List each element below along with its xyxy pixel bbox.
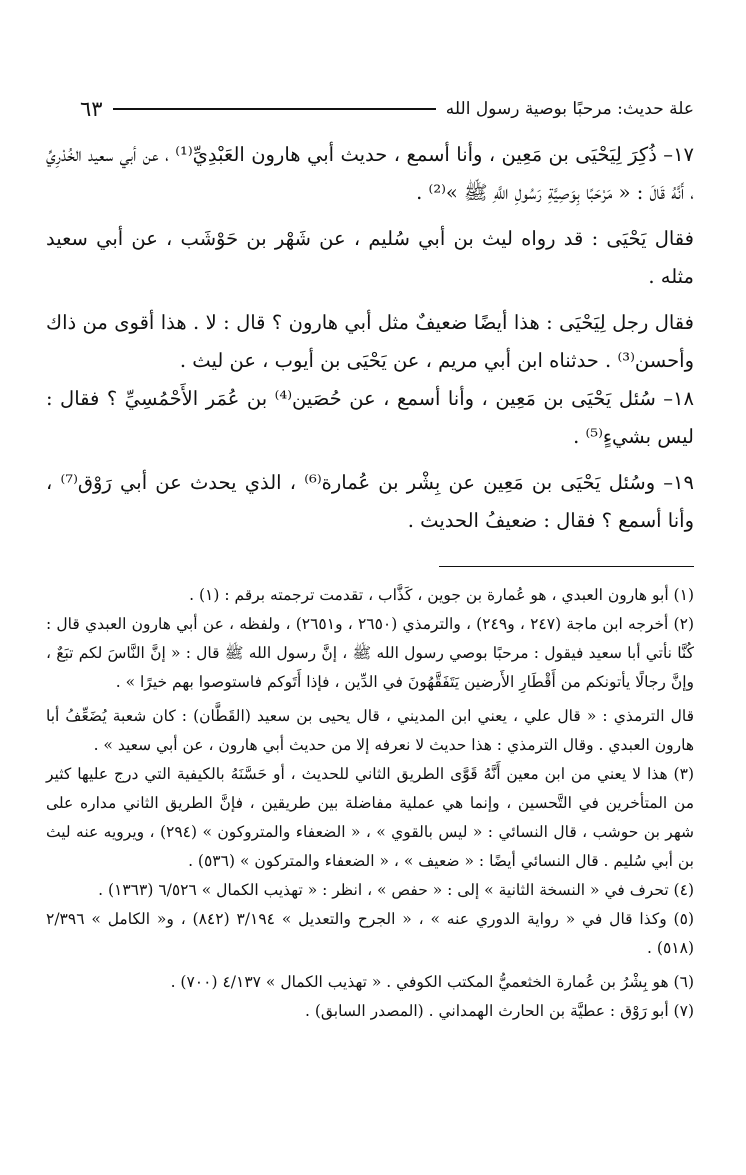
paragraph-yahya-reply: فقال يَحْيَى : قد رواه ليث بن أبي سُليم ، عن شَهْر بن حَوْشَب ، عن أبي سعيد مثله .	[46, 227, 694, 288]
paragraph-man-question: فقال رجل لِيَحْيَى : هذا أيضًا ضعيفٌ مثل أبي هارون ؟ قال : لا . هذا أقوى من ذاك وأحسن⁽³⁾ . حدثناه ابن أبي مريم ، عن يَحْيَى بن أيوب ، عن ليث .	[46, 311, 694, 372]
footnotes	[46, 581, 694, 1026]
paragraph-hadith-17: ١٧– ذُكِرَ لِيَحْيَى بن مَعِين ، وأنا أسمع ، حديث أبي هارون العَبْدِيِّ⁽¹⁾ ، عن أبي سعيد الخُدْرِيِّ ، أَنَّهُ قَالَ : « مَرْحَبًا بِوَصِيَّةِ رَسُولِ اللَّهِ ﷺ »⁽²⁾ .	[46, 143, 695, 204]
footnote-divider	[439, 566, 694, 567]
footnote-3: (٣) هذا لا يعني من ابن معين أَنَّهُ قَوَّى الطريق الثاني للحديث ، أو حَسَّنَهُ بالكيفية التي درج عليها كثير من المتأخرين في التَّحسين ، وإنما هي عملية مفاضلة بين طريقين ، فإنَّ الطريق الثاني مداره على شهر بن حوشب ، قال النسائي : « ليس بالقوي » ، « الضعفاء والمتروكون » (٢٩٤) ، ويرويه عنه ليث بن أبي سُليم . قال النسائي أيضًا : « ضعيف » ، « الضعفاء والمتركون » (٥٣٦) .	[46, 765, 694, 870]
footnote-1: (١) أبو هارون العبدي ، هو عُمارة بن جوين ، كَذَّاب ، تقدمت ترجمته برقم : (١) .	[189, 586, 694, 604]
paragraph-hadith-18: ١٨– سُئل يَحْيَى بن مَعِين ، وأنا أسمع ، عن حُصَين⁽⁴⁾ بن عُمَر الأَحْمُسِيِّ ؟ فقال : ليس بشيءٍ⁽⁵⁾ .	[46, 387, 694, 448]
page-header	[46, 92, 694, 126]
footnote-7: (٧) أبو رَوْق : عطيَّة بن الحارث الهمداني . (المصدر السابق) .	[304, 1002, 694, 1020]
header-rule	[113, 108, 436, 110]
footnote-2-continuation: قال الترمذي : « قال علي ، يعني ابن المديني ، قال يحيى بن سعيد (القَطَّان) : كان شعبة يُضَعِّفُ أبا هارون العبدي . وقال الترمذي : هذا حديث لا نعرفه إلا من حديث أبي هارون ، عن أبي سعيد » .	[46, 707, 694, 754]
footnote-2: (٢) أخرجه ابن ماجة (٢٤٧ ، و٢٤٩) ، والترمذي (٢٦٥٠ ، و٢٦٥١) ، ولفظه ، عن أبي هارون العبدي قال : كُنَّا نأتي أبا سعيد فيقول : مرحبًا بوصي رسول الله ﷺ ، إنَّ رسول الله ﷺ قال : « إنَّ النَّاسَ لكم تبَعٌ ، وإنَّ رجالًا يأتونكم من أَقْطَارِ الأَرضين يَتَفَقَّهُونَ في الدِّين ، فإذا أَتَوكم فاستوصوا بهم خيرًا » .	[46, 615, 694, 691]
footnote-6: (٦) هو بِشْرُ بن عُمارة الخثعميُّ المكتب الكوفي . « تهذيب الكمال » ٤/١٣٧ (٧٠٠) .	[170, 973, 694, 991]
footnote-4: (٤) تحرف في « النسخة الثانية » إلى : « حفص » ، انظر : « تهذيب الكمال » ٦/٥٢٦ (١٣٦٣) .	[98, 881, 694, 899]
page-number: ٦٣	[80, 97, 103, 121]
footnote-5: (٥) وكذا قال في « رواية الدوري عنه » ، « الجرح والتعديل » ٣/١٩٤ (٨٤٢) ، و« الكامل » ٢/٣٩٦ (٥١٨) .	[46, 910, 694, 957]
paragraph-hadith-19: ١٩– وسُئل يَحْيَى بن مَعِين عن بِشْر بن عُمارة⁽⁶⁾ ، الذي يحدث عن أبي رَوْق⁽⁷⁾ ، وأنا أسمع ؟ فقال : ضعيفُ الحديث .	[46, 471, 694, 532]
main-text	[46, 136, 694, 540]
running-title: علة حديث: مرحبًا بوصية رسول الله	[445, 99, 694, 119]
